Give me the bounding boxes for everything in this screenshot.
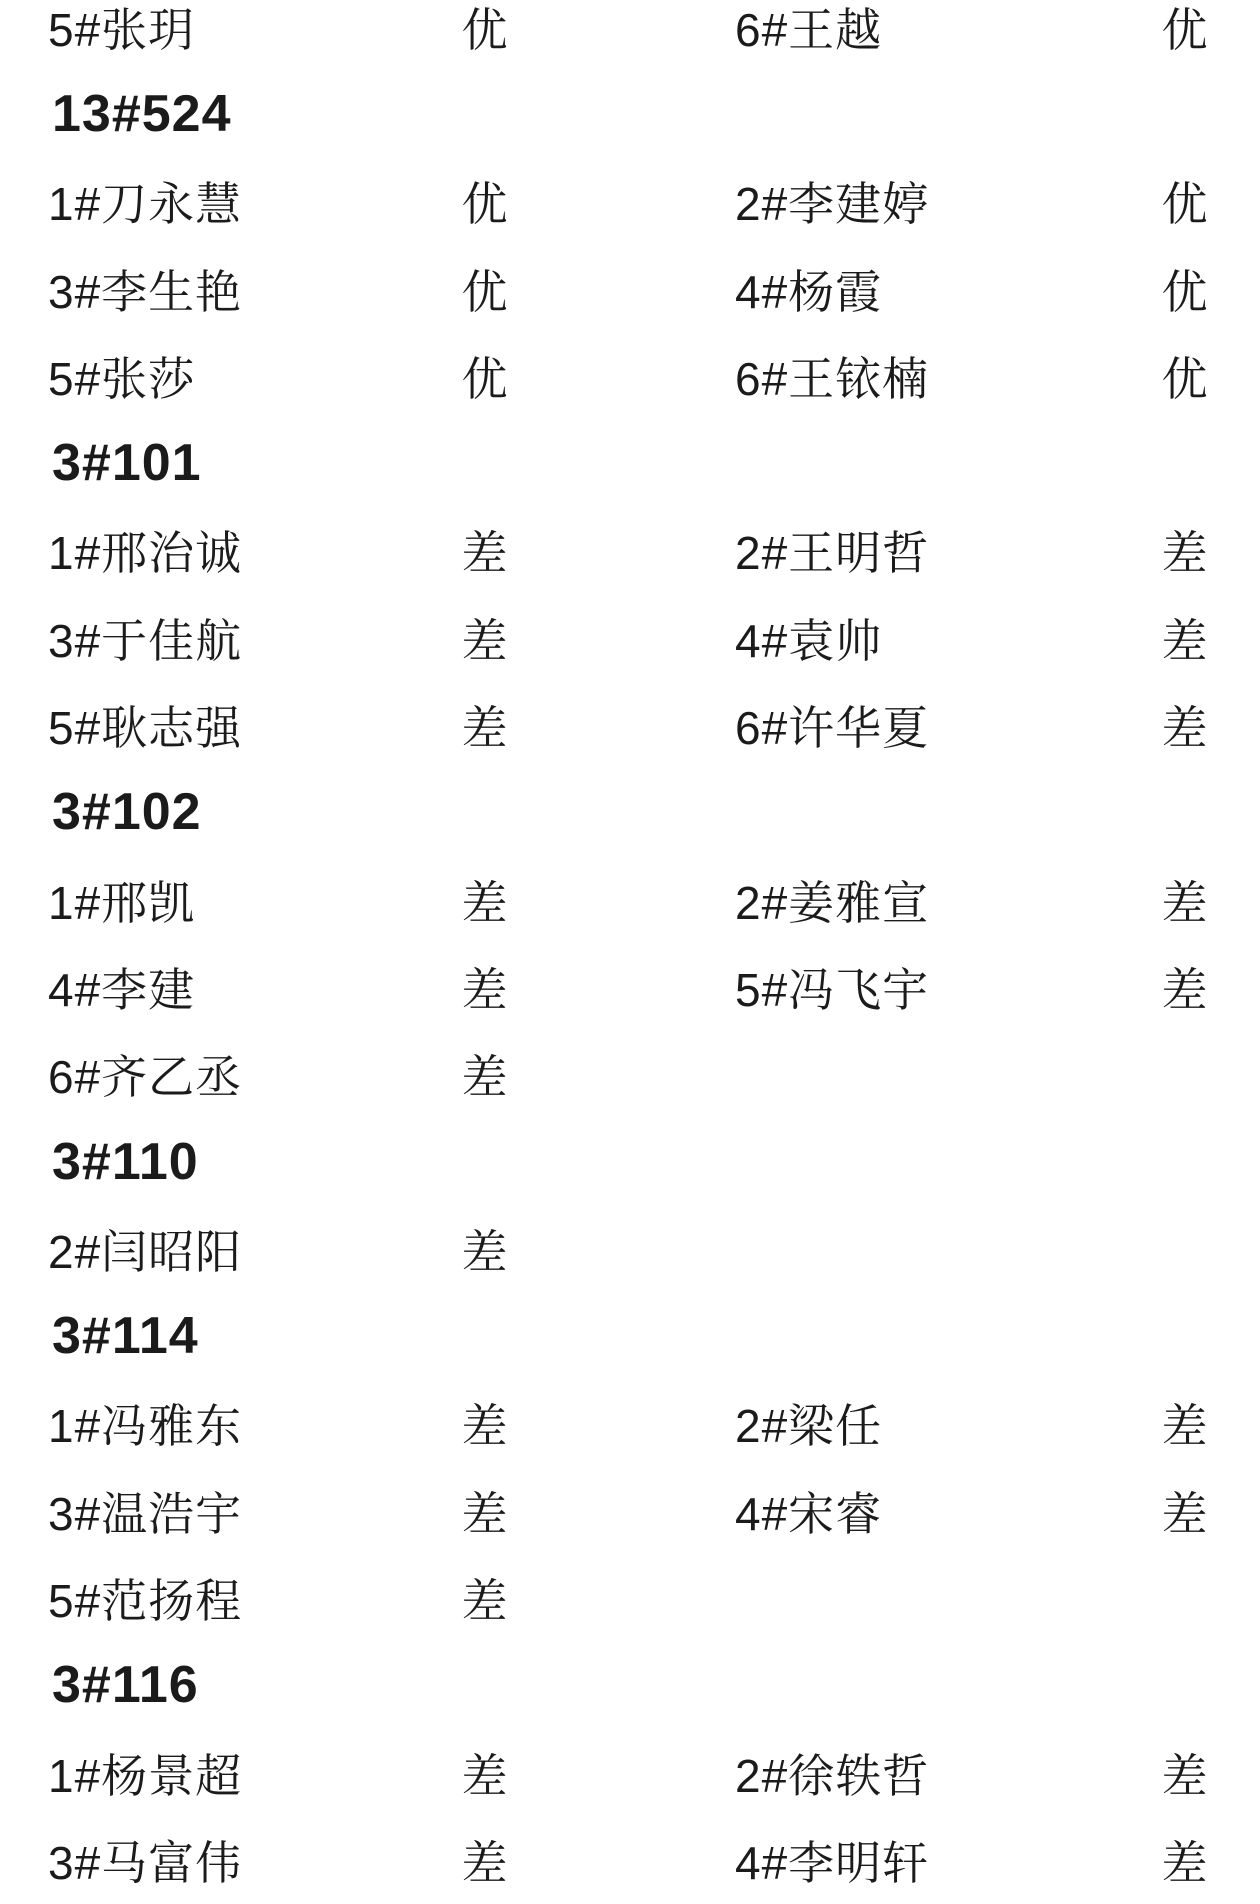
room-number-heading: 3#101	[52, 434, 202, 493]
student-name-right: 6#王铱楠	[735, 352, 930, 405]
student-name-right: 4#宋睿	[735, 1487, 883, 1540]
student-name-left: 1#刀永慧	[48, 178, 243, 231]
rating-left: 差	[461, 876, 509, 929]
rating-right: 差	[1161, 1487, 1209, 1540]
rating-left: 差	[461, 1225, 509, 1278]
student-name-left: 4#李建	[48, 963, 196, 1016]
room-entry-row	[0, 594, 1260, 681]
student-name-right: 4#李明轩	[735, 1836, 930, 1889]
room-entry-row	[0, 0, 1260, 70]
rating-left: 差	[461, 1051, 509, 1104]
student-name-right: 6#王越	[735, 3, 883, 56]
student-name-right: 2#姜雅宣	[735, 876, 930, 929]
student-name-left: 1#邢凯	[48, 876, 196, 929]
rating-right: 差	[1161, 963, 1209, 1016]
student-name-left: 5#张莎	[48, 352, 196, 405]
rating-right: 差	[1161, 614, 1209, 667]
student-name-left: 5#范扬程	[48, 1574, 243, 1627]
student-name-right: 2#王明哲	[735, 527, 930, 580]
student-name-right: 5#冯飞宇	[735, 963, 930, 1016]
rating-left: 差	[461, 1400, 509, 1453]
rating-right: 优	[1161, 352, 1209, 405]
rating-left: 差	[461, 1836, 509, 1889]
student-name-right: 2#李建婷	[735, 178, 930, 231]
rating-left: 差	[461, 1749, 509, 1802]
rating-left: 优	[461, 3, 509, 56]
rating-right: 差	[1161, 1749, 1209, 1802]
rating-right: 优	[1161, 265, 1209, 318]
student-name-right: 6#许华夏	[735, 702, 930, 755]
student-name-left: 1#冯雅东	[48, 1400, 243, 1453]
student-name-left: 3#马富伟	[48, 1836, 243, 1889]
student-name-left: 3#李生艳	[48, 265, 243, 318]
room-entry-row	[0, 1816, 1260, 1903]
room-entry-row	[0, 245, 1260, 332]
student-name-left: 5#张玥	[48, 3, 196, 56]
room-header-row	[0, 1292, 1260, 1379]
rating-left: 优	[461, 352, 509, 405]
rating-left: 差	[461, 963, 509, 1016]
rating-right: 差	[1161, 527, 1209, 580]
student-name-left: 2#闫昭阳	[48, 1225, 243, 1278]
rating-left: 优	[461, 178, 509, 231]
room-entry-row	[0, 1554, 1260, 1641]
room-number-heading: 3#102	[52, 783, 202, 842]
room-entry-row	[0, 507, 1260, 594]
room-number-heading: 3#114	[52, 1307, 199, 1366]
room-entry-row	[0, 1031, 1260, 1118]
room-header-row	[0, 769, 1260, 856]
rating-left: 差	[461, 614, 509, 667]
rating-right: 优	[1161, 3, 1209, 56]
rating-right: 差	[1161, 702, 1209, 755]
room-header-row	[0, 1642, 1260, 1729]
room-number-heading: 13#524	[52, 84, 232, 143]
room-number-heading: 3#110	[52, 1132, 199, 1191]
room-entry-row	[0, 943, 1260, 1030]
room-entry-row	[0, 1380, 1260, 1467]
student-name-left: 1#邢治诚	[48, 527, 243, 580]
room-entry-row	[0, 332, 1260, 419]
student-name-right: 4#袁帅	[735, 614, 883, 667]
student-name-right: 4#杨霞	[735, 265, 883, 318]
room-entry-row	[0, 158, 1260, 245]
room-entry-row	[0, 1729, 1260, 1816]
room-entry-row	[0, 1205, 1260, 1292]
room-entry-row	[0, 681, 1260, 768]
student-name-left: 6#齐乙丞	[48, 1051, 243, 1104]
room-header-row	[0, 1118, 1260, 1205]
room-number-heading: 3#116	[52, 1656, 199, 1715]
rating-left: 差	[461, 1574, 509, 1627]
rating-right: 差	[1161, 876, 1209, 929]
student-name-right: 2#徐轶哲	[735, 1749, 930, 1802]
rating-right: 差	[1161, 1836, 1209, 1889]
rating-right: 差	[1161, 1400, 1209, 1453]
rating-left: 差	[461, 1487, 509, 1540]
rating-left: 优	[461, 265, 509, 318]
room-header-row	[0, 70, 1260, 157]
student-name-left: 3#温浩宇	[48, 1487, 243, 1540]
room-entry-row	[0, 856, 1260, 943]
rating-left: 差	[461, 702, 509, 755]
student-name-left: 3#于佳航	[48, 614, 243, 667]
rating-right: 优	[1161, 178, 1209, 231]
student-name-left: 5#耿志强	[48, 702, 243, 755]
student-name-left: 1#杨景超	[48, 1749, 243, 1802]
room-header-row	[0, 419, 1260, 506]
room-entry-row	[0, 1467, 1260, 1554]
student-name-right: 2#梁任	[735, 1400, 883, 1453]
rating-left: 差	[461, 527, 509, 580]
